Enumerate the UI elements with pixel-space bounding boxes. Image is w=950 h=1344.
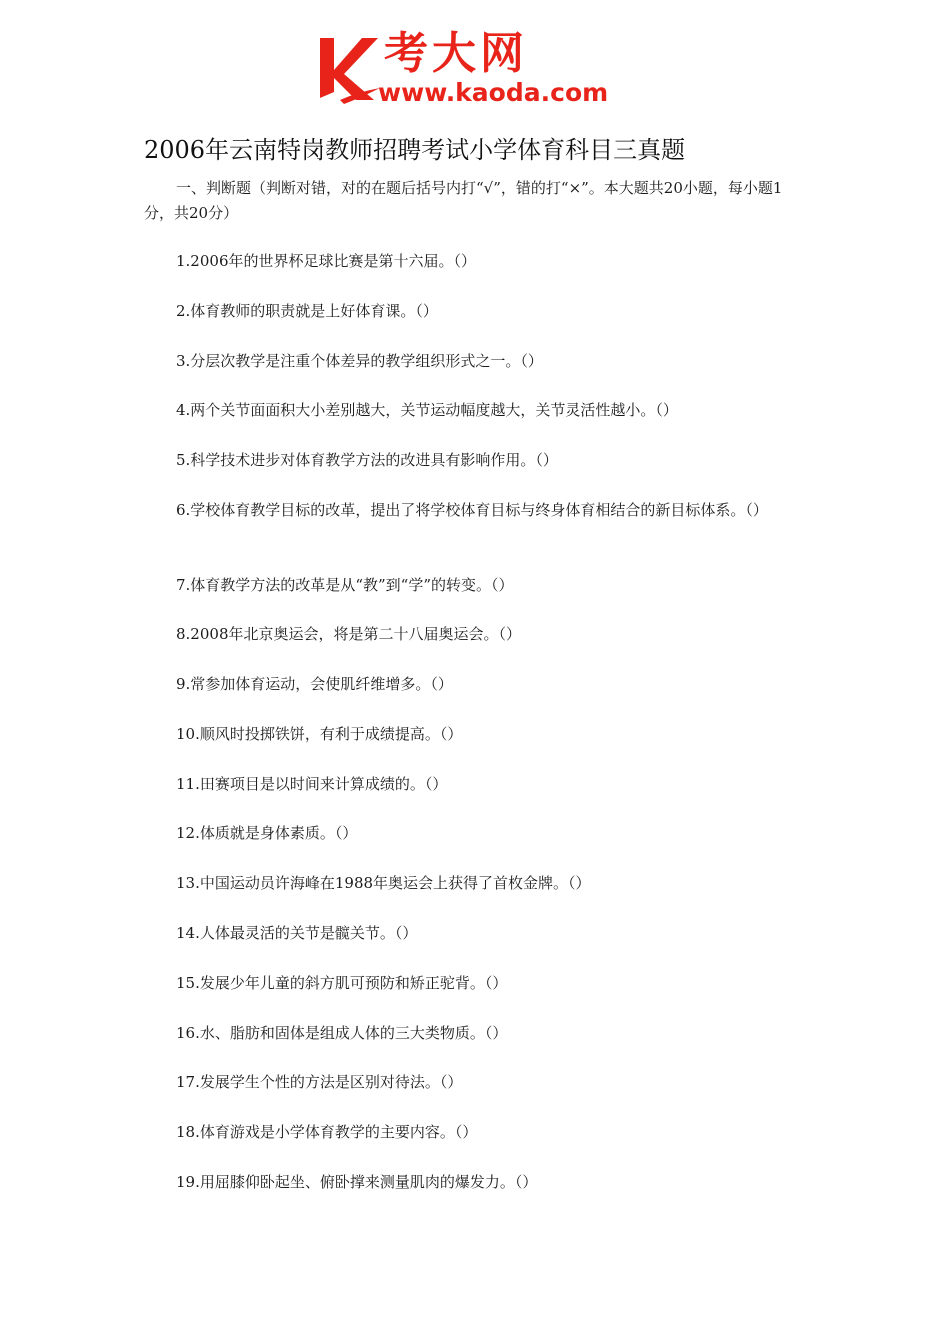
- question-item: 7.体育教学方法的改革是从“教”到“学”的转变。（）: [176, 576, 514, 594]
- question-item: 4.两个关节面面积大小差别越大，关节运动幅度越大，关节灵活性越小。（）: [176, 401, 678, 419]
- question-item: 8.2008年北京奥运会，将是第二十八届奥运会。（）: [176, 625, 521, 643]
- question-item: 12.体质就是身体素质。（）: [176, 824, 358, 842]
- kaoda-k-logo-icon: [318, 34, 382, 104]
- question-item: 16.水、脂肪和固体是组成人体的三大类物质。（）: [176, 1024, 508, 1042]
- logo-brand-text: 考大网: [384, 28, 528, 79]
- question-item: 15.发展少年儿童的斜方肌可预防和矫正驼背。（）: [176, 974, 508, 992]
- question-item: 18.体育游戏是小学体育教学的主要内容。（）: [176, 1123, 478, 1141]
- question-item: 13.中国运动员许海峰在1988年奥运会上获得了首枚金牌。（）: [176, 874, 591, 892]
- question-item: 9.常参加体育运动，会使肌纤维增多。（）: [176, 675, 453, 693]
- document-title: 2006年云南特岗教师招聘考试小学体育科目三真题: [144, 136, 686, 164]
- question-item: 2.体育教师的职责就是上好体育课。（）: [176, 302, 438, 320]
- section-intro: 一、判断题（判断对错，对的在题后括号内打“√”，错的打“×”。本大题共20小题，每小题1分，共20分）: [144, 179, 783, 222]
- question-item: 11.田赛项目是以时间来计算成绩的。（）: [176, 775, 448, 793]
- question-item: 5.科学技术进步对体育教学方法的改进具有影响作用。（）: [176, 451, 558, 469]
- question-item: 14.人体最灵活的关节是髋关节。（）: [176, 924, 418, 942]
- logo-url-text: www.kaoda.com: [378, 78, 609, 107]
- question-item: 10.顺风时投掷铁饼，有利于成绩提高。（）: [176, 725, 463, 743]
- question-item: 17.发展学生个性的方法是区别对待法。（）: [176, 1073, 463, 1091]
- question-item: 1.2006年的世界杯足球比赛是第十六届。（）: [176, 252, 476, 270]
- question-item: 6.学校体育教学目标的改革，提出了将学校体育目标与终身体育相结合的新目标体系。（）: [176, 501, 768, 519]
- site-logo[interactable]: [318, 28, 638, 110]
- question-item: 19.用屈膝仰卧起坐、俯卧撑来测量肌肉的爆发力。（）: [176, 1173, 538, 1191]
- question-item: 3.分层次教学是注重个体差异的教学组织形式之一。（）: [176, 352, 543, 370]
